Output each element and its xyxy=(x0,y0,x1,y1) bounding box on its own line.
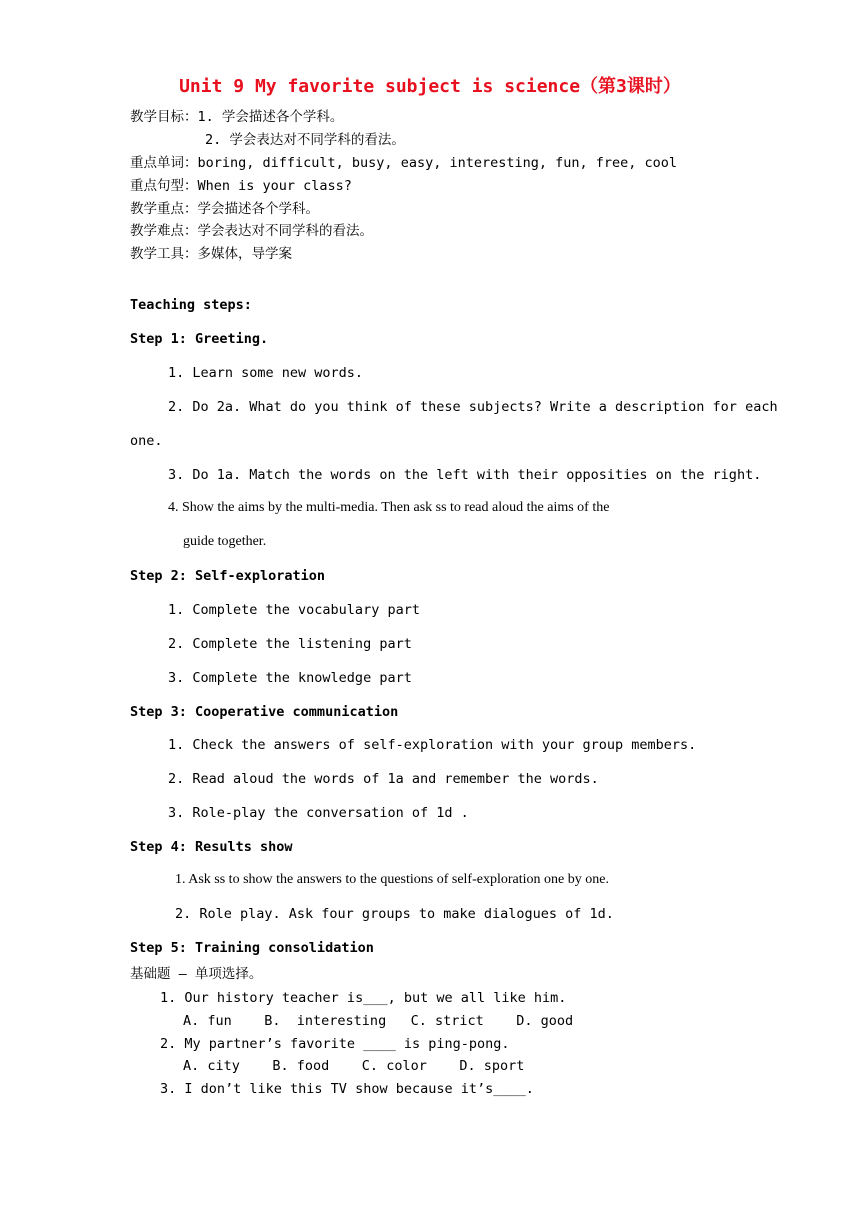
step1-item4-line2: guide together. xyxy=(183,534,267,549)
step3-item1: 1. Check the answers of self-exploration with your group members. xyxy=(168,737,697,753)
step2-item2: 2. Complete the listening part xyxy=(168,636,412,652)
key-point-label: 教学重点： xyxy=(130,201,198,217)
question-2: 2. My partner’s favorite ____ is ping-pong. xyxy=(160,1036,510,1052)
objectives-label: 教学目标： xyxy=(130,109,198,125)
step1-item2-line2: one. xyxy=(130,433,163,449)
question-1: 1. Our history teacher is___, but we all like him. xyxy=(160,990,567,1006)
document-title: Unit 9 My favorite subject is science（第3课时） xyxy=(179,76,681,97)
step4-item2: 2. Role play. Ask four groups to make dialogues of 1d. xyxy=(175,906,614,922)
step1-item1: 1. Learn some new words. xyxy=(168,365,364,381)
step3-item2: 2. Read aloud the words of 1a and remember the words. xyxy=(168,771,599,787)
step4-heading: Step 4: Results show xyxy=(130,839,293,855)
objective-2: 2. 学会表达对不同学科的看法。 xyxy=(205,132,405,148)
step1-item2-line1: 2. Do 2a. What do you think of these subjects? Write a description for each xyxy=(168,399,778,415)
difficulty-label: 教学难点： xyxy=(130,223,198,239)
question-1-options: A. fun B. interesting C. strict D. good xyxy=(183,1013,574,1029)
step2-heading: Step 2: Self-exploration xyxy=(130,568,326,584)
step1-heading: Step 1: Greeting. xyxy=(130,331,269,347)
question-2-options: A. city B. food C. color D. sport xyxy=(183,1058,525,1074)
step5-section-label: 基础题 — 单项选择。 xyxy=(130,966,263,982)
key-pattern-label: 重点句型： xyxy=(130,178,198,194)
objective-1: 1. 学会描述各个学科。 xyxy=(197,109,344,125)
step2-item3: 3. Complete the knowledge part xyxy=(168,670,412,686)
tools-label: 教学工具： xyxy=(130,246,198,262)
key-words-row xyxy=(130,154,677,172)
key-pattern: When is your class? xyxy=(197,178,352,194)
step2-item1: 1. Complete the vocabulary part xyxy=(168,602,420,618)
tools-row xyxy=(130,245,292,263)
tools: 多媒体，导学案 xyxy=(197,246,292,262)
objectives-row xyxy=(130,108,343,126)
key-pattern-row xyxy=(130,177,352,195)
difficulty: 学会表达对不同学科的看法。 xyxy=(197,223,373,239)
step3-heading: Step 3: Cooperative communication xyxy=(130,704,399,720)
step4-item1: 1. Ask ss to show the answers to the questions of self-exploration one by one. xyxy=(175,872,609,887)
difficulty-row xyxy=(130,222,373,240)
key-words-label: 重点单词： xyxy=(130,155,198,171)
question-3: 3. I don’t like this TV show because it’s____. xyxy=(160,1081,534,1097)
step1-item3: 3. Do 1a. Match the words on the left with their opposities on the right. xyxy=(168,467,762,483)
step3-item3: 3. Role-play the conversation of 1d . xyxy=(168,805,469,821)
step1-item4-line1: 4. Show the aims by the multi-media. Then ask ss to read aloud the aims of the xyxy=(168,500,610,515)
teaching-steps-heading: Teaching steps: xyxy=(130,297,252,313)
key-words: boring, difficult, busy, easy, interesting, fun, free, cool xyxy=(197,155,678,171)
key-point: 学会描述各个学科。 xyxy=(197,201,319,217)
key-point-row xyxy=(130,200,319,218)
step5-heading: Step 5: Training consolidation xyxy=(130,940,374,956)
